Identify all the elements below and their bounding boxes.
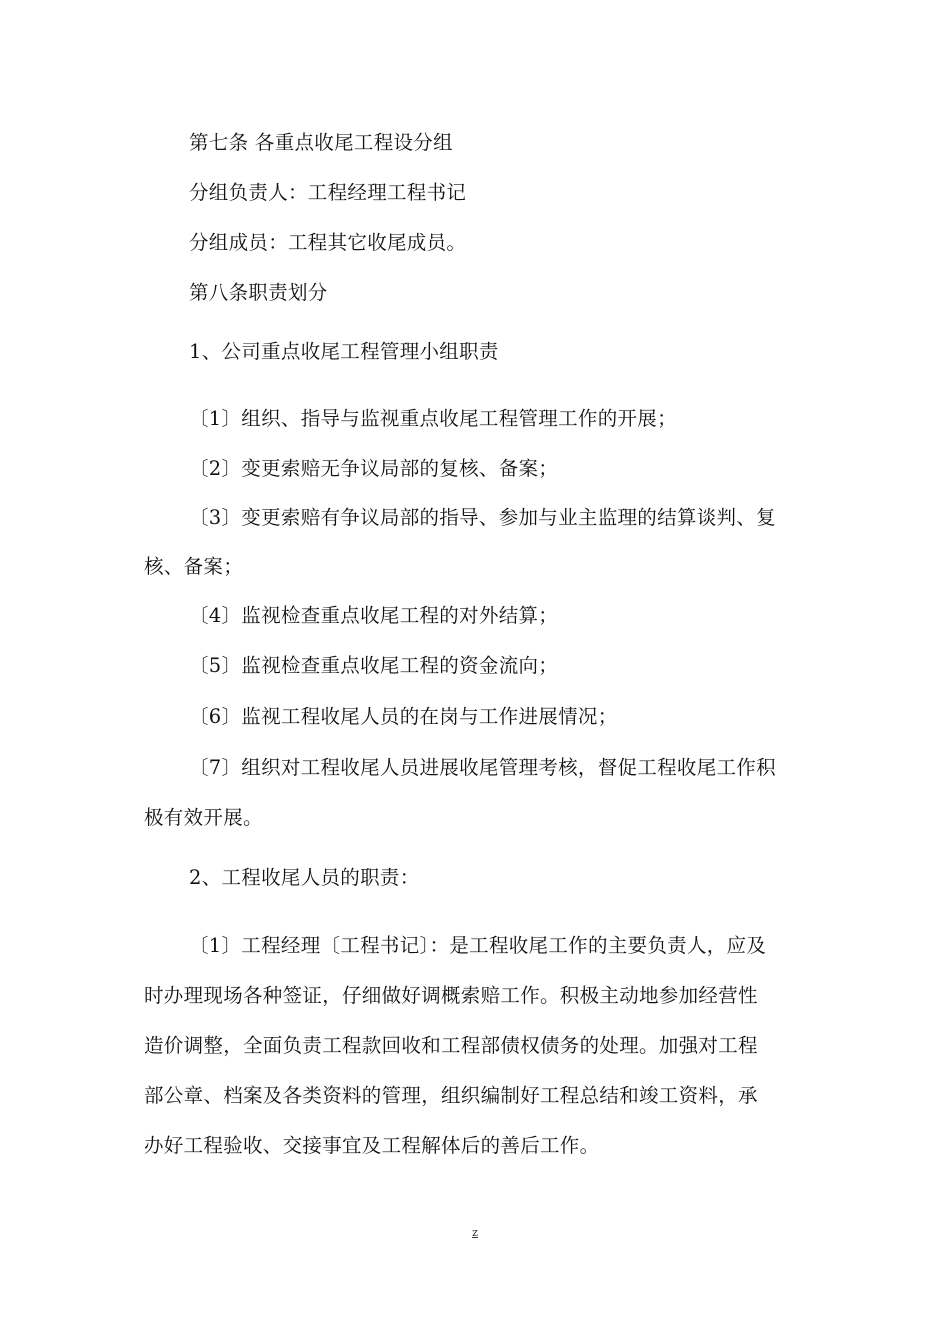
section-2-heading: 2、工程收尾人员的职责： [189,866,420,889]
article-8-heading: 第八条职责划分 [189,281,328,304]
duty-item-7-line-1: 〔7〕组织对工程收尾人员进展收尾管理考核，督促工程收尾工作积 [189,756,776,779]
duty-item-4: 〔4〕监视检查重点收尾工程的对外结算； [189,604,559,627]
article-7-heading: 第七条 各重点收尾工程设分组 [189,131,453,154]
manager-duty-line-3: 造价调整，全面负责工程款回收和工程部债权债务的处理。加强对工程 [144,1034,758,1057]
page-number: z [472,1226,478,1239]
group-members-line: 分组成员：工程其它收尾成员。 [189,231,467,254]
group-leader-line: 分组负责人：工程经理工程书记 [189,181,467,204]
duty-item-5: 〔5〕监视检查重点收尾工程的资金流向； [189,654,559,677]
manager-duty-line-4: 部公章、档案及各类资料的管理，组织编制好工程总结和竣工资料，承 [144,1084,758,1107]
duty-item-3-line-1: 〔3〕变更索赔有争议局部的指导、参加与业主监理的结算谈判、复 [189,506,776,529]
manager-duty-line-2: 时办理现场各种签证，仔细做好调概索赔工作。积极主动地参加经营性 [144,984,758,1007]
manager-duty-line-5: 办好工程验收、交接事宜及工程解体后的善后工作。 [144,1134,600,1157]
duty-item-2: 〔2〕变更索赔无争议局部的复核、备案； [189,457,559,480]
duty-item-1: 〔1〕组织、指导与监视重点收尾工程管理工作的开展； [189,407,677,430]
section-1-heading: 1、公司重点收尾工程管理小组职责 [189,340,499,363]
duty-item-6: 〔6〕监视工程收尾人员的在岗与工作进展情况； [189,705,618,728]
duty-item-3-line-2: 核、备案； [144,555,244,578]
manager-duty-line-1: 〔1〕工程经理〔工程书记〕：是工程收尾工作的主要负责人，应及 [189,934,767,957]
duty-item-7-line-2: 极有效开展。 [144,806,263,829]
